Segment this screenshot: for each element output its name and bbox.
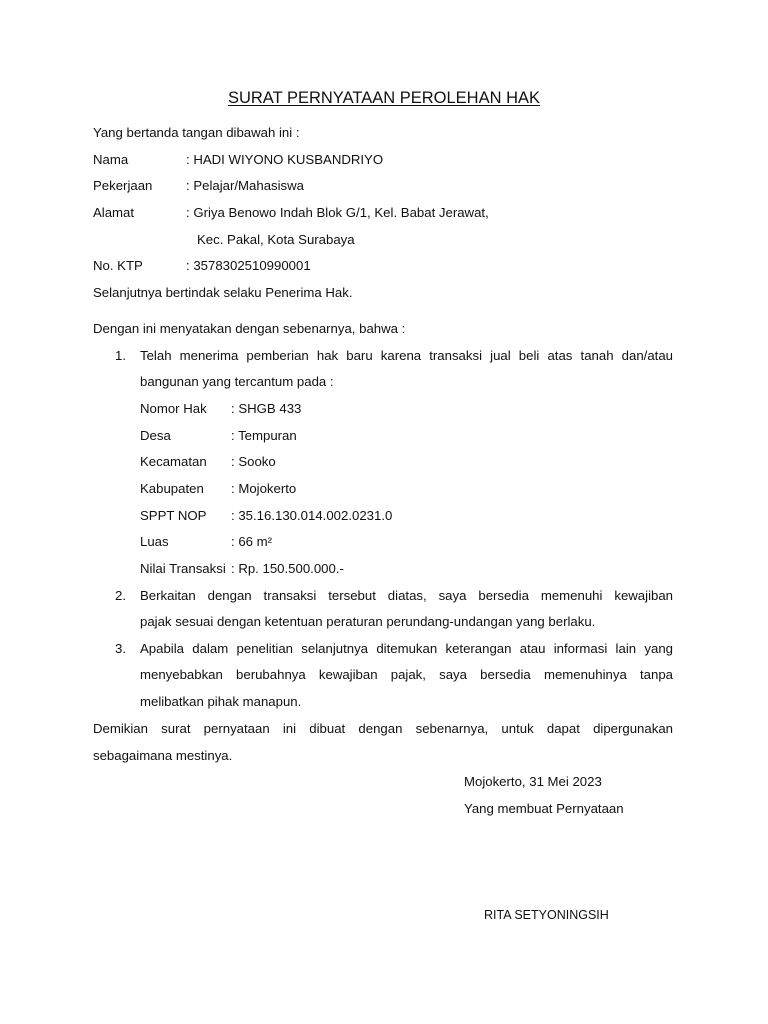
item-number: 3. [115,641,126,656]
signer-name: RITA SETYONINGSIH [484,908,609,922]
intro-text: Yang bertanda tangan dibawah ini : [93,125,300,140]
property-value: : Mojokerto [231,481,297,496]
property-label: Desa [140,428,171,443]
declaration-intro: Dengan ini menyatakan dengan sebenarnya, bahwa : [93,321,406,336]
role-statement: Selanjutnya bertindak selaku Penerima Hak. [93,285,353,300]
identity-label-nama: Nama [93,152,129,167]
identity-label-ktp: No. KTP [93,258,143,273]
place-date: Mojokerto, 31 Mei 2023 [464,774,602,789]
property-label: Luas [140,534,169,549]
identity-value-alamat: : Griya Benowo Indah Blok G/1, Kel. Babat Jerawat, [186,205,489,220]
document-title: SURAT PERNYATAAN PEROLEHAN HAK [227,89,541,107]
item-line: Berkaitan dengan transaksi tersebut diatas, saya bersedia memenuhi kewajiban [140,588,673,603]
identity-value-alamat-cont: Kec. Pakal, Kota Surabaya [197,232,355,247]
property-value: : SHGB 433 [231,401,302,416]
identity-value-ktp: : 3578302510990001 [186,258,311,273]
item-number: 2. [115,588,126,603]
property-value: : Tempuran [231,428,297,443]
property-label: Nomor Hak [140,401,207,416]
property-label: Nilai Transaksi [140,561,226,576]
item-line: pajak sesuai dengan ketentuan peraturan perundang-undangan yang berlaku. [140,614,596,629]
item-line: Telah menerima pemberian hak baru karena transaksi jual beli atas tanah dan/atau [140,348,673,363]
item-line: menyebabkan berubahnya kewajiban pajak, saya bersedia memenuhinya tanpa [140,667,673,682]
identity-label-alamat: Alamat [93,205,135,220]
closing-line: sebagaimana mestinya. [93,748,233,763]
identity-label-pekerjaan: Pekerjaan [93,178,153,193]
item-line: Apabila dalam penelitian selanjutnya ditemukan keterangan atau informasi lain yang [140,641,673,656]
signer-caption: Yang membuat Pernyataan [464,801,624,816]
property-label: Kecamatan [140,454,207,469]
property-value: : 35.16.130.014.002.0231.0 [231,508,393,523]
property-label: SPPT NOP [140,508,207,523]
closing-line: Demikian surat pernyataan ini dibuat dengan sebenarnya, untuk dapat dipergunakan [93,721,673,736]
identity-value-nama: : HADI WIYONO KUSBANDRIYO [186,152,384,167]
identity-value-pekerjaan: : Pelajar/Mahasiswa [186,178,305,193]
property-value: : Rp. 150.500.000.- [231,561,344,576]
property-value: : Sooko [231,454,276,469]
item-line: melibatkan pihak manapun. [140,694,302,709]
item-number: 1. [115,348,126,363]
item-line: bangunan yang tercantum pada : [140,374,334,389]
property-label: Kabupaten [140,481,204,496]
property-value: : 66 m² [231,534,273,549]
